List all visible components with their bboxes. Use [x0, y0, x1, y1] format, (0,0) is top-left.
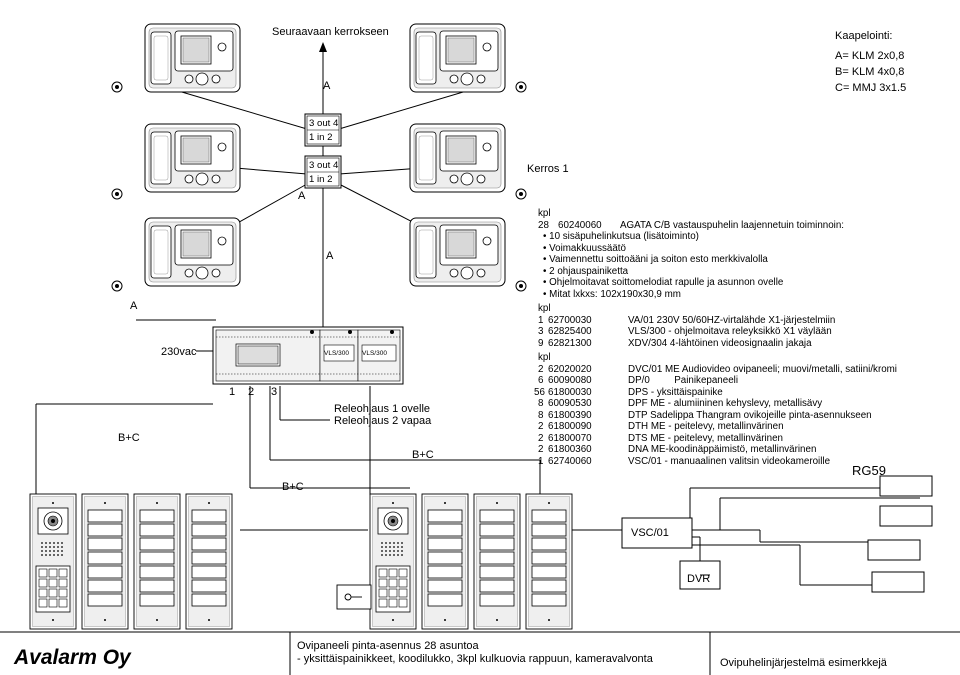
door-panel-1: [30, 494, 232, 629]
parts-row: [534, 386, 897, 399]
bc-label: B+C: [118, 432, 140, 444]
intercom-unit: [145, 218, 240, 286]
floor-label: Kerros 1: [527, 163, 569, 175]
door-release-button: [337, 585, 371, 609]
bc-label: B+C: [282, 481, 304, 493]
feature-item: • 10 sisäpuhelinkutsua (lisätoiminto): [543, 231, 699, 242]
footer-title: Ovipuhelinjärjestelmä esimerkkejä: [720, 657, 887, 669]
company-name: Avalarm Oy: [14, 646, 131, 669]
terminal-3: 3: [271, 386, 278, 398]
desc: VA/01 230V 50/60HZ-virtalähde X1-järjestelmiin: [628, 314, 836, 326]
next-floor-label: Seuraavaan kerrokseen: [272, 26, 389, 38]
code: 60090080: [548, 375, 592, 386]
code: 62020020: [548, 363, 592, 375]
desc: DP/0 Painikepaneeli: [628, 375, 739, 386]
desc: DVC/01 ME Audiovideo ovipaneeli; muovi/metalli, satiini/kromi: [628, 363, 897, 375]
button-panel: [422, 494, 468, 629]
code: 62821300: [548, 337, 592, 349]
cable-a-label: A: [323, 80, 331, 92]
kpl-label: kpl: [538, 303, 551, 314]
camera-box: [880, 506, 932, 526]
intercom-unit: [410, 24, 505, 92]
doorbell-icon: [112, 281, 122, 291]
qty: 8: [538, 409, 544, 421]
doorbell-icon: [112, 82, 122, 92]
camera-keypad-panel: [370, 494, 416, 629]
camera-keypad-panel: [30, 494, 76, 629]
desc: DNA ME-koodinäppäimistö, metallinvärinen: [628, 444, 817, 455]
parts-row: [538, 456, 897, 468]
qty: 1: [538, 455, 544, 467]
qty: 6: [538, 375, 544, 386]
camera-box: [872, 572, 924, 592]
distributor-out-label: 3 out 4: [309, 160, 339, 171]
desc: VLS/300 - ohjelmoitava releyksikkö X1 väylään: [628, 326, 832, 337]
desc: VSC/01 - manuaalinen valitsin videokameroille: [628, 455, 831, 467]
cabling-title: Kaapelointi:: [835, 30, 893, 42]
code: 61800030: [548, 386, 592, 398]
desc: DTP Sadelippa Thangram ovikojeille pinta-asennukseen: [628, 409, 872, 421]
up-arrow-icon: [319, 42, 327, 52]
intercom-unit: [145, 24, 240, 92]
camera-box: [868, 540, 920, 560]
code: 61800070: [548, 432, 592, 444]
intercom-unit: [145, 124, 240, 192]
door-panel-2: [370, 494, 572, 629]
code: 60090530: [548, 398, 592, 409]
doorbell-icon: [516, 281, 526, 291]
qty: 3: [538, 326, 544, 337]
parts-row: [538, 338, 897, 350]
relay-2-label: Releohjaus 2 vapaa: [334, 415, 432, 427]
qty: 28: [538, 219, 549, 231]
qty: 2: [538, 444, 544, 455]
parts-row: [538, 375, 897, 387]
qty: 9: [538, 337, 544, 349]
feature-item: • Voimakkuussäätö: [543, 242, 626, 254]
desc: XDV/304 4-lähtöinen videosignaalin jakaja: [628, 337, 812, 349]
qty: 2: [538, 432, 544, 444]
qty: 1: [538, 314, 544, 326]
intercom-unit: [410, 218, 505, 286]
power-label: 230vac: [161, 346, 197, 358]
cable-a-label: A: [326, 250, 334, 262]
code: 61800390: [548, 409, 592, 421]
feature-item: • Ohjelmoitavat soittomelodiat rapulle ja asunnon ovelle: [543, 277, 784, 288]
camera-box: [880, 476, 932, 496]
desc: DPS - yksittäispainike: [628, 386, 723, 398]
parts-row: [538, 364, 897, 376]
module-label: VLS/300: [324, 350, 349, 357]
code: 60240060: [558, 219, 602, 231]
intercom-unit: [410, 124, 505, 192]
button-panel: [134, 494, 180, 629]
desc: DPF ME - alumiininen kehyslevy, metallisävy: [628, 398, 823, 409]
desc: AGATA C/B vastauspuhelin laajennetuin toiminnoin:: [620, 219, 845, 231]
doorbell-icon: [516, 189, 526, 199]
feature-list: [538, 231, 897, 300]
vsc-label: VSC/01: [631, 527, 669, 539]
bc-label: B+C: [412, 449, 434, 461]
button-panel: [82, 494, 128, 629]
cabling-line: B= KLM 4x0,8: [835, 66, 905, 78]
cabling-line: A= KLM 2x0,8: [835, 50, 905, 62]
parts-row: [538, 433, 897, 445]
code: 62700030: [548, 314, 592, 326]
parts-row: [538, 421, 897, 433]
button-panel: [474, 494, 520, 629]
code: 62740060: [548, 455, 592, 467]
feature-item: • 2 ohjauspainiketta: [543, 265, 629, 277]
cabling-legend: [835, 28, 906, 96]
module-label: VLS/300: [362, 350, 387, 357]
footer-desc-line: - yksittäispainikkeet, koodilukko, 3kpl kulkuovia rappuun, kameravalvonta: [297, 653, 653, 665]
parts-row: [538, 398, 897, 410]
parts-row: [538, 410, 897, 422]
button-panel: [186, 494, 232, 629]
terminal-2: 2: [248, 386, 255, 398]
parts-list: [534, 208, 897, 467]
parts-row: [538, 220, 897, 232]
relay-1-label: Releohjaus 1 ovelle: [334, 403, 431, 415]
parts-row: [538, 315, 897, 327]
qty: 2: [538, 363, 544, 375]
code: 61800090: [548, 421, 592, 432]
doorbell-icon: [112, 189, 122, 199]
kpl-label: kpl: [538, 208, 551, 219]
cable-a-label: A: [298, 190, 306, 202]
doorbell-icon: [516, 82, 526, 92]
parts-row: [538, 326, 897, 338]
qty: 2: [538, 421, 544, 432]
button-panel: [526, 494, 572, 629]
distributor-in-label: 1 in 2: [309, 174, 333, 185]
desc: DTH ME - peitelevy, metallinvärinen: [628, 421, 784, 432]
qty: 56: [534, 386, 545, 398]
feature-item: • Vaimennettu soittoääni ja soiton esto merkkivalolla: [543, 254, 768, 265]
footer-desc-line: Ovipaneeli pinta-asennus 28 asuntoa: [297, 640, 479, 652]
kpl-label: kpl: [538, 352, 551, 363]
dvr-label: DVR: [687, 573, 711, 585]
parts-row: [538, 444, 897, 456]
code: 61800360: [548, 444, 592, 455]
terminal-1: 1: [229, 386, 236, 398]
feature-item: • Mitat lxkxs: 102x190x30,9 mm: [543, 288, 681, 300]
cabling-line: C= MMJ 3x1.5: [835, 82, 907, 94]
footer-description: [297, 640, 653, 666]
qty: 8: [538, 398, 544, 409]
code: 62825400: [548, 326, 592, 337]
distributor-in-label: 1 in 2: [309, 132, 333, 143]
desc: DTS ME - peitelevy, metallinvärinen: [628, 432, 783, 444]
rg59-label: RG59: [852, 463, 886, 478]
cable-a-label: A: [130, 300, 138, 312]
distributor-out-label: 3 out 4: [309, 118, 339, 129]
